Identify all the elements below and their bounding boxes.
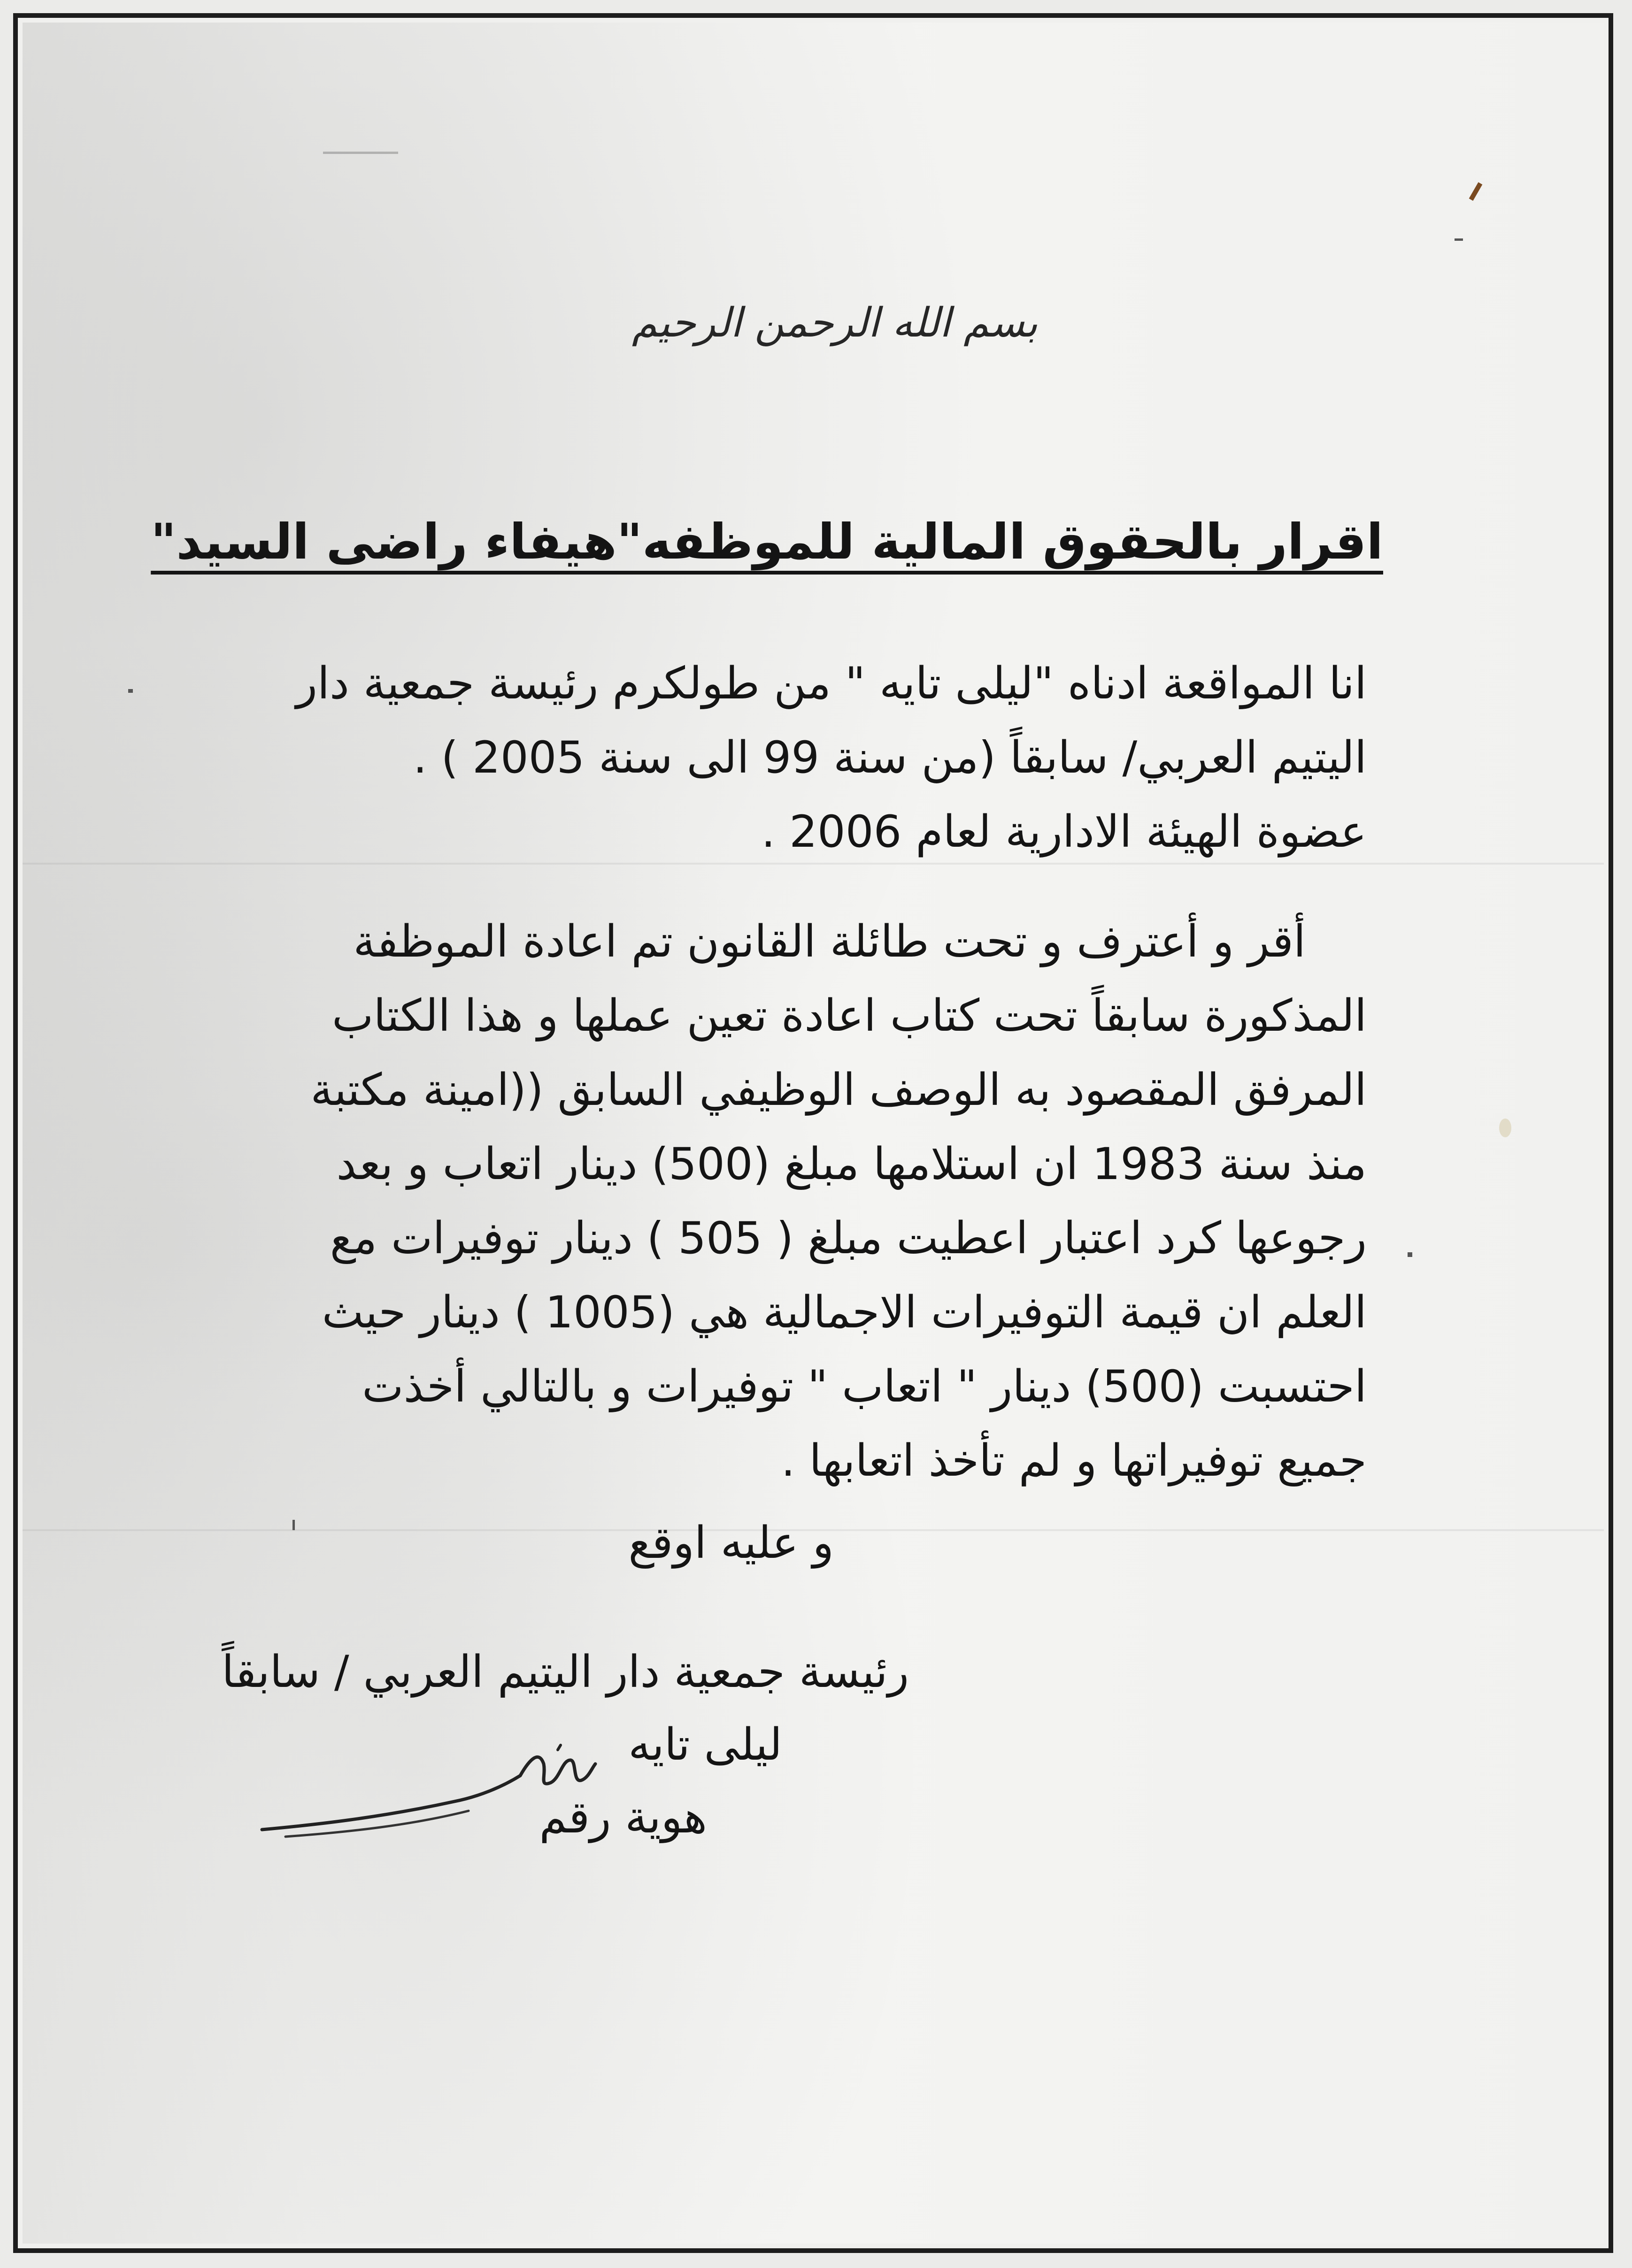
text-line: المذكورة سابقاً تحت كتاب اعادة تعين عملها و هذا الكتاب xyxy=(332,990,1367,1042)
document-title: اقرار بالحقوق المالية للموظفه"هيفاء راضى السيد" xyxy=(151,513,1383,570)
signatory-title: رئيسة جمعية دار اليتيم العربي / سابقاً xyxy=(222,1647,909,1698)
paragraph-declaration xyxy=(212,647,1367,869)
scan-mark xyxy=(1469,182,1483,201)
document-border xyxy=(13,13,1613,2253)
basmala-heading: بسم الله الرحمن الرحيم xyxy=(631,299,1038,346)
scan-mark xyxy=(128,689,133,693)
text-line: العلم ان قيمة التوفيرات الاجمالية هي (1005 ) دينار حيث xyxy=(322,1287,1367,1338)
text-line: احتسبت (500) دينار " اتعاب " توفيرات و بالتالي أخذت xyxy=(362,1361,1367,1412)
text-line: جميع توفيراتها و لم تأخذ اتعابها . xyxy=(781,1435,1367,1486)
paper-sheet xyxy=(23,23,1604,2244)
signatory-id-label: هوية رقم xyxy=(539,1792,707,1843)
closing-statement: و عليه اوقع xyxy=(628,1517,834,1569)
paper-stain xyxy=(1499,1119,1511,1137)
text-line: منذ سنة 1983 ان استلامها مبلغ (500) دينار اتعاب و بعد xyxy=(336,1139,1367,1190)
scan-mark xyxy=(1408,1252,1412,1257)
text-line: عضوة الهيئة الادارية لعام 2006 . xyxy=(761,806,1367,858)
handwritten-signature xyxy=(257,1731,600,1853)
text-line: أقر و أعترف و تحت طائلة القانون تم اعادة الموظفة xyxy=(353,916,1306,967)
text-line: رجوعها كرد اعتبار اعطيت مبلغ ( 505 ) دينار توفيرات مع xyxy=(330,1213,1367,1264)
text-line: المرفق المقصود به الوصف الوظيفي السابق ((امينة مكتبة xyxy=(310,1065,1367,1116)
text-line: انا المواقعة ادناه "ليلى تايه " من طولكرم رئيسة جمعية دار xyxy=(296,658,1367,709)
scan-mark xyxy=(1455,238,1463,241)
scan-mark xyxy=(293,1520,295,1530)
paragraph-acknowledgement xyxy=(212,905,1367,1498)
signatory-name: ليلى تايه xyxy=(628,1719,782,1770)
text-line: اليتيم العربي/ سابقاً (من سنة 99 الى سنة 2005 ) . xyxy=(413,732,1367,783)
scan-mark xyxy=(323,152,398,154)
